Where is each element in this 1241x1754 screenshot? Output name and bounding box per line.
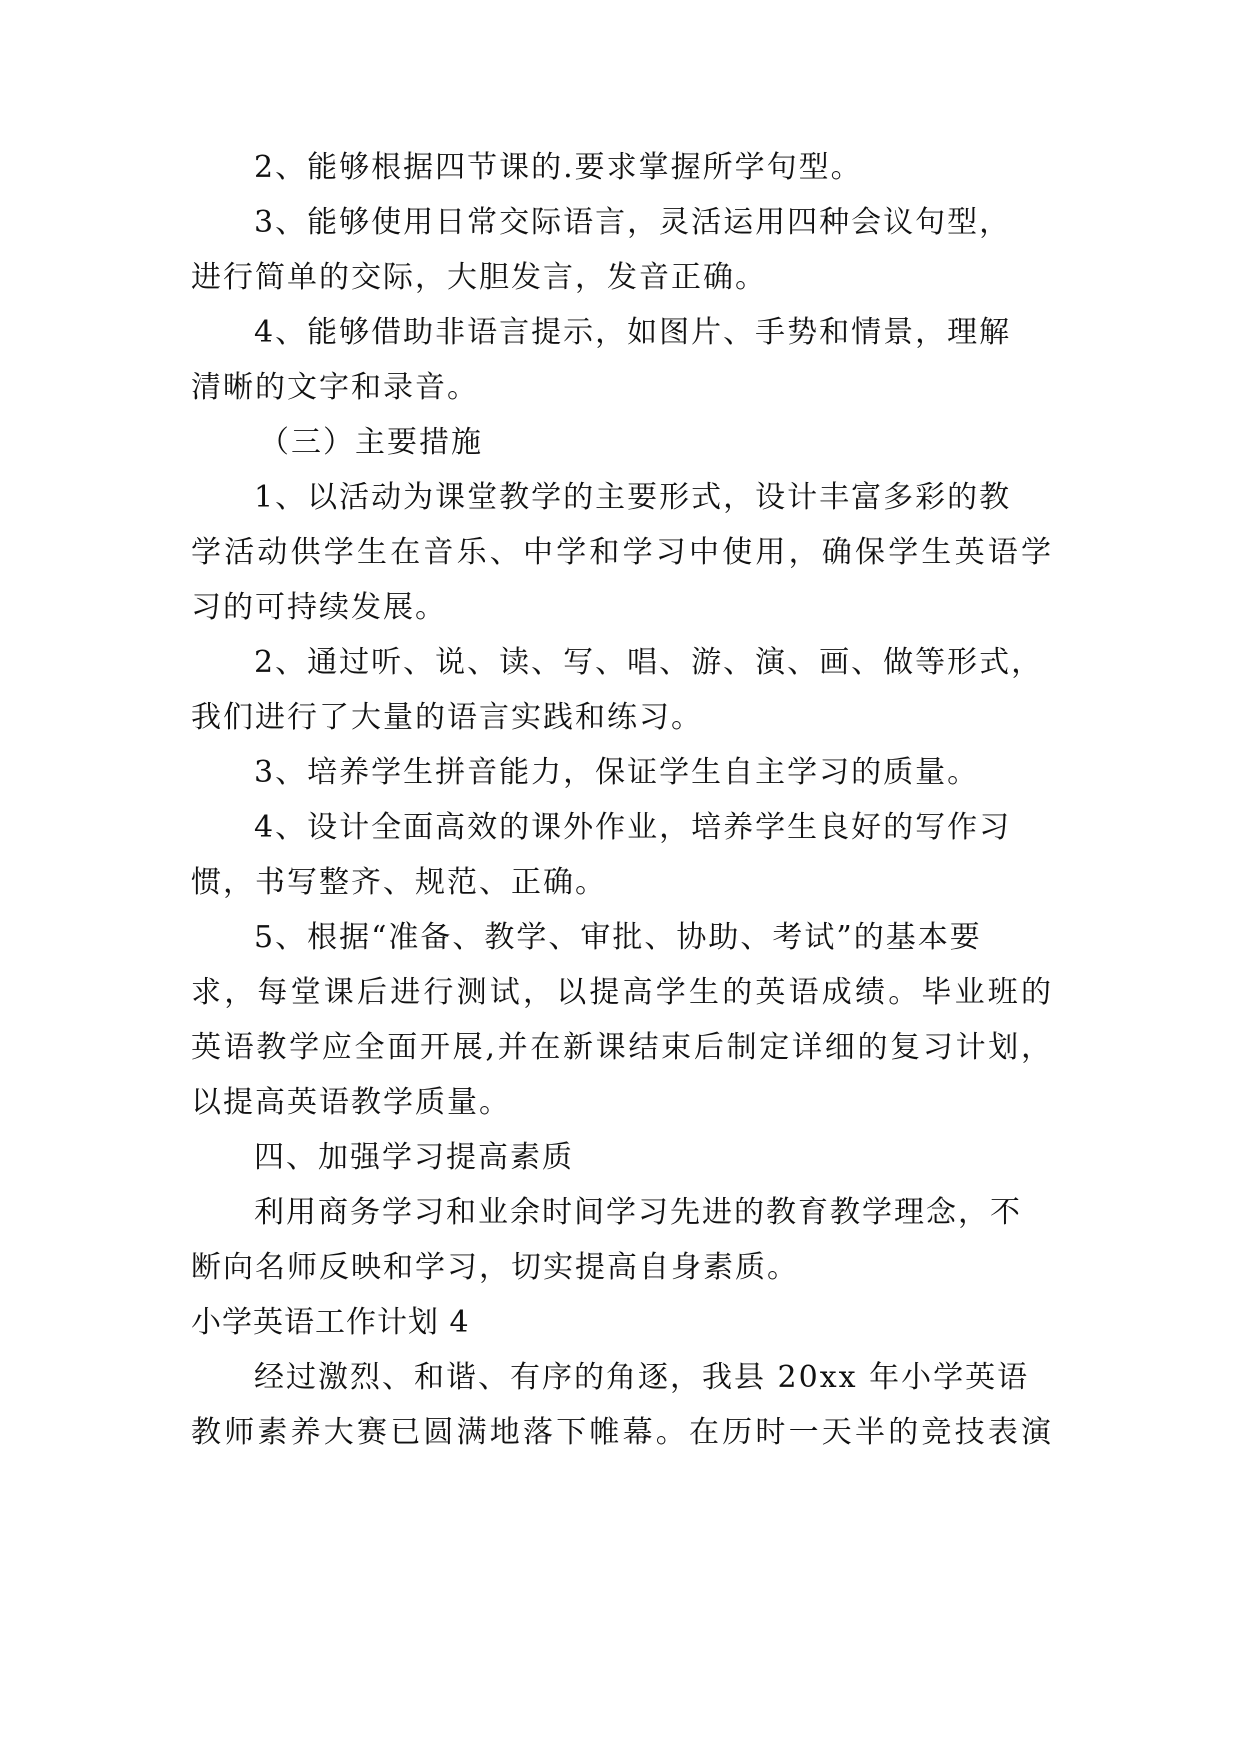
section-heading: （三）主要措施 [259,425,483,460]
paragraph-line: 求，每堂课后进行测试，以提高学生的英语成绩。毕业班的 [191,975,1053,1010]
paragraph-line: 3、培养学生拼音能力，保证学生自主学习的质量。 [254,755,980,790]
paragraph-line: 清晰的文字和录音。 [191,370,479,405]
paragraph-line: 习的可持续发展。 [191,590,447,625]
paragraph-line: 利用商务学习和业余时间学习先进的教育教学理念，不 [254,1195,1022,1230]
paragraph-line: 以提高英语教学质量。 [191,1085,511,1120]
paragraph-line: 4、设计全面高效的课外作业，培养学生良好的写作习 [254,810,1012,845]
paragraph-line: 惯，书写整齐、规范、正确。 [191,865,607,900]
paragraph-line: 教师素养大赛已圆满地落下帷幕。在历时一天半的竞技表演 [191,1415,1053,1450]
paragraph-line: 进行简单的交际，大胆发言，发音正确。 [191,260,767,295]
document-title: 小学英语工作计划 4 [191,1305,470,1340]
paragraph-line: 断向名师反映和学习，切实提高自身素质。 [191,1250,799,1285]
section-heading: 四、加强学习提高素质 [254,1140,574,1175]
paragraph-line: 2、能够根据四节课的.要求掌握所学句型。 [254,150,863,185]
paragraph-line: 3、能够使用日常交际语言，灵活运用四种会议句型， [254,205,1012,240]
paragraph-line: 英语教学应全面开展,并在新课结束后制定详细的复习计划， [191,1030,1053,1065]
paragraph-line: 2、通过听、说、读、写、唱、游、演、画、做等形式， [254,645,1044,680]
paragraph-line: 我们进行了大量的语言实践和练习。 [191,700,703,735]
paragraph-line: 1、以活动为课堂教学的主要形式，设计丰富多彩的教 [254,480,1012,515]
paragraph-line: 学活动供学生在音乐、中学和学习中使用，确保学生英语学 [191,535,1053,570]
paragraph-line: 5、根据“准备、教学、审批、协助、考试”的基本要 [254,920,982,955]
paragraph-line: 经过激烈、和谐、有序的角逐，我县 20xx 年小学英语 [254,1360,1030,1395]
paragraph-line: 4、能够借助非语言提示，如图片、手势和情景，理解 [254,315,1012,350]
